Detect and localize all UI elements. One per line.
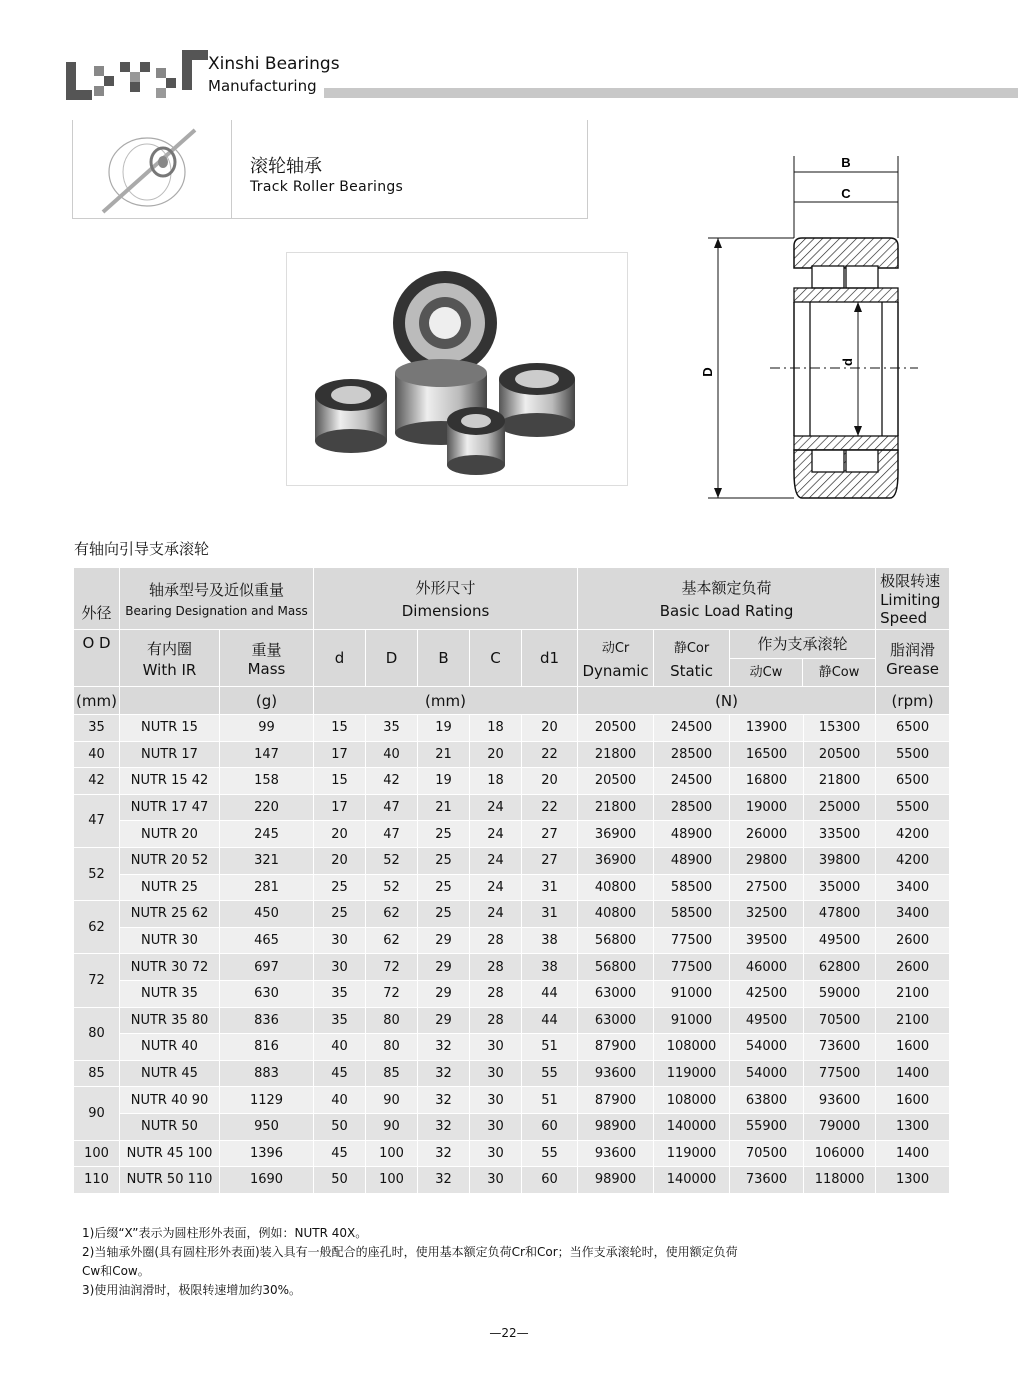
cell-cw: 63800 <box>730 1087 804 1114</box>
cell-speed: 3400 <box>876 901 950 928</box>
cell-D: 42 <box>366 768 418 795</box>
table-row <box>74 1140 950 1167</box>
od-cell: 35 <box>74 715 120 742</box>
footnote: 2)当轴承外圈(具有圆柱形外表面)装入具有一般配合的座孔时，使用基本额定负荷Cr和Cor；当作支承滚轮时，使用额定负荷 <box>82 1245 738 1259</box>
dimension-B-label: B <box>841 155 851 170</box>
cell-cor: 28500 <box>654 741 730 768</box>
brand-name: Xinshi Bearings <box>208 54 340 74</box>
cell-C: 20 <box>470 741 522 768</box>
cell-desig: NUTR 20 <box>120 821 220 848</box>
cell-cw: 39500 <box>730 927 804 954</box>
cell-cr: 93600 <box>578 1140 654 1167</box>
cell-cw: 29800 <box>730 847 804 874</box>
cell-cow: 49500 <box>804 927 876 954</box>
cell-B: 29 <box>418 1007 470 1034</box>
od-cell: 90 <box>74 1087 120 1140</box>
cor-header: 静Cor Static <box>654 630 730 687</box>
cell-cw: 16500 <box>730 741 804 768</box>
cell-desig: NUTR 30 72 <box>120 954 220 981</box>
cell-cow: 106000 <box>804 1140 876 1167</box>
cell-cr: 98900 <box>578 1167 654 1194</box>
cell-cow: 20500 <box>804 741 876 768</box>
col-C-header: C <box>470 630 522 687</box>
cell-cr: 36900 <box>578 847 654 874</box>
cell-d1: 20 <box>522 715 578 742</box>
cell-B: 19 <box>418 715 470 742</box>
cell-d: 30 <box>314 954 366 981</box>
cell-cow: 118000 <box>804 1167 876 1194</box>
cell-cow: 39800 <box>804 847 876 874</box>
cell-desig: NUTR 45 100 <box>120 1140 220 1167</box>
cell-cr: 20500 <box>578 768 654 795</box>
cell-D: 52 <box>366 847 418 874</box>
col-B-header: B <box>418 630 470 687</box>
cell-speed: 1600 <box>876 1087 950 1114</box>
load-rating-header: 基本额定负荷 Basic Load Rating <box>578 568 876 630</box>
bearing-cross-section-diagram <box>690 150 920 510</box>
section-header <box>72 120 588 219</box>
cell-d: 50 <box>314 1113 366 1140</box>
cell-desig: NUTR 30 <box>120 927 220 954</box>
cr-header: 动Cr Dynamic <box>578 630 654 687</box>
od-cell: 80 <box>74 1007 120 1060</box>
roller-bearing-icon <box>73 120 231 218</box>
cell-B: 32 <box>418 1167 470 1194</box>
cell-D: 72 <box>366 980 418 1007</box>
cell-mass: 99 <box>220 715 314 742</box>
cell-cr: 98900 <box>578 1113 654 1140</box>
cell-cow: 25000 <box>804 794 876 821</box>
cell-speed: 4200 <box>876 847 950 874</box>
cell-B: 32 <box>418 1087 470 1114</box>
cell-cor: 91000 <box>654 980 730 1007</box>
cell-d1: 31 <box>522 901 578 928</box>
cell-d1: 44 <box>522 980 578 1007</box>
table-row <box>74 768 950 795</box>
cell-desig: NUTR 40 <box>120 1034 220 1061</box>
cell-cr: 40800 <box>578 901 654 928</box>
section-title-cn: 滚轮轴承 <box>250 156 322 177</box>
cell-mass: 1129 <box>220 1087 314 1114</box>
cell-cr: 93600 <box>578 1060 654 1087</box>
cell-speed: 4200 <box>876 821 950 848</box>
col-D-header: D <box>366 630 418 687</box>
cell-mass: 147 <box>220 741 314 768</box>
cell-C: 24 <box>470 874 522 901</box>
cell-C: 28 <box>470 1007 522 1034</box>
cell-cow: 70500 <box>804 1007 876 1034</box>
cell-C: 28 <box>470 980 522 1007</box>
cell-cor: 58500 <box>654 874 730 901</box>
table-row <box>74 1034 950 1061</box>
table-row <box>74 821 950 848</box>
cell-d: 15 <box>314 768 366 795</box>
cell-desig: NUTR 20 52 <box>120 847 220 874</box>
cell-D: 80 <box>366 1034 418 1061</box>
cell-D: 72 <box>366 954 418 981</box>
cell-cor: 28500 <box>654 794 730 821</box>
cell-mass: 158 <box>220 768 314 795</box>
cell-desig: NUTR 40 90 <box>120 1087 220 1114</box>
cell-B: 25 <box>418 847 470 874</box>
dimensions-unit: (mm) <box>314 687 578 715</box>
cell-d: 17 <box>314 741 366 768</box>
od-cell: 47 <box>74 794 120 847</box>
cell-cow: 35000 <box>804 874 876 901</box>
od-cell: 40 <box>74 741 120 768</box>
dimension-d-label: d <box>840 358 855 366</box>
footnotes <box>82 1224 738 1300</box>
cell-C: 30 <box>470 1113 522 1140</box>
cell-speed: 1400 <box>876 1140 950 1167</box>
od-cell: 72 <box>74 954 120 1007</box>
od-cell: 62 <box>74 901 120 954</box>
cell-d1: 51 <box>522 1087 578 1114</box>
cell-desig: NUTR 35 <box>120 980 220 1007</box>
cell-mass: 697 <box>220 954 314 981</box>
cell-cr: 87900 <box>578 1034 654 1061</box>
cell-cr: 21800 <box>578 741 654 768</box>
cell-D: 47 <box>366 794 418 821</box>
cell-B: 29 <box>418 954 470 981</box>
table-row <box>74 794 950 821</box>
cell-cw: 54000 <box>730 1060 804 1087</box>
cell-d: 25 <box>314 874 366 901</box>
cell-cor: 108000 <box>654 1034 730 1061</box>
cell-mass: 883 <box>220 1060 314 1087</box>
cell-D: 85 <box>366 1060 418 1087</box>
cell-desig: NUTR 45 <box>120 1060 220 1087</box>
cell-speed: 6500 <box>876 768 950 795</box>
with-ir-header: 有内圈 With IR <box>120 630 220 687</box>
cell-cw: 42500 <box>730 980 804 1007</box>
cell-D: 62 <box>366 901 418 928</box>
brand-subtitle: Manufacturing <box>208 77 317 95</box>
cell-desig: NUTR 50 <box>120 1113 220 1140</box>
dimension-D-label: D <box>700 367 715 377</box>
cell-C: 24 <box>470 821 522 848</box>
cell-cor: 48900 <box>654 847 730 874</box>
cell-d: 17 <box>314 794 366 821</box>
cell-mass: 450 <box>220 901 314 928</box>
cell-mass: 321 <box>220 847 314 874</box>
cell-speed: 2600 <box>876 927 950 954</box>
cell-C: 30 <box>470 1060 522 1087</box>
cell-desig: NUTR 15 42 <box>120 768 220 795</box>
cell-D: 52 <box>366 874 418 901</box>
cell-cw: 32500 <box>730 901 804 928</box>
support-roller-header: 作为支承滚轮 动Cw 静Cow <box>730 630 876 687</box>
cell-d1: 20 <box>522 768 578 795</box>
cell-mass: 245 <box>220 821 314 848</box>
cell-cor: 77500 <box>654 927 730 954</box>
cell-C: 30 <box>470 1167 522 1194</box>
cell-cw: 13900 <box>730 715 804 742</box>
cell-d: 15 <box>314 715 366 742</box>
footnote: Cw和Cow。 <box>82 1264 150 1278</box>
cell-cor: 140000 <box>654 1113 730 1140</box>
footnote: 1)后缀“X”表示为圆柱形外表面，例如：NUTR 40X。 <box>82 1226 368 1240</box>
cell-cow: 47800 <box>804 901 876 928</box>
cell-C: 24 <box>470 794 522 821</box>
cell-cr: 20500 <box>578 715 654 742</box>
section-icon-cell <box>72 120 232 218</box>
cell-desig: NUTR 25 <box>120 874 220 901</box>
cell-d: 20 <box>314 847 366 874</box>
cell-B: 32 <box>418 1140 470 1167</box>
cell-speed: 5500 <box>876 794 950 821</box>
cell-cw: 26000 <box>730 821 804 848</box>
cell-mass: 836 <box>220 1007 314 1034</box>
cell-d: 35 <box>314 980 366 1007</box>
cell-desig: NUTR 35 80 <box>120 1007 220 1034</box>
cell-cr: 63000 <box>578 980 654 1007</box>
dimensions-header: 外形尺寸 Dimensions <box>314 568 578 630</box>
cell-d: 50 <box>314 1167 366 1194</box>
cell-d: 40 <box>314 1034 366 1061</box>
cell-cw: 54000 <box>730 1034 804 1061</box>
cell-D: 100 <box>366 1167 418 1194</box>
cell-cr: 87900 <box>578 1087 654 1114</box>
od-cell: 85 <box>74 1060 120 1087</box>
cell-B: 19 <box>418 768 470 795</box>
product-photo <box>286 252 628 486</box>
table-row <box>74 954 950 981</box>
cell-mass: 281 <box>220 874 314 901</box>
cell-d: 35 <box>314 1007 366 1034</box>
table-row <box>74 980 950 1007</box>
cell-mass: 950 <box>220 1113 314 1140</box>
cw-header: 动Cw <box>730 659 803 686</box>
cell-B: 32 <box>418 1034 470 1061</box>
cell-cor: 119000 <box>654 1060 730 1087</box>
cell-cor: 48900 <box>654 821 730 848</box>
cell-d1: 22 <box>522 741 578 768</box>
cell-D: 90 <box>366 1087 418 1114</box>
table-body <box>74 715 950 1194</box>
mass-unit: (g) <box>220 687 314 715</box>
dimension-C-label: C <box>841 186 851 201</box>
cell-speed: 1300 <box>876 1167 950 1194</box>
bearing-spec-table <box>73 567 950 1194</box>
cell-d1: 44 <box>522 1007 578 1034</box>
cell-mass: 816 <box>220 1034 314 1061</box>
cell-speed: 3400 <box>876 874 950 901</box>
cell-cow: 33500 <box>804 821 876 848</box>
cell-C: 28 <box>470 954 522 981</box>
table-title: 有轴向引导支承滚轮 <box>74 540 210 558</box>
cell-C: 28 <box>470 927 522 954</box>
cell-C: 24 <box>470 847 522 874</box>
cell-C: 18 <box>470 715 522 742</box>
cell-cow: 93600 <box>804 1087 876 1114</box>
cell-d1: 51 <box>522 1034 578 1061</box>
cell-C: 30 <box>470 1140 522 1167</box>
page-number: —22— <box>489 1326 529 1340</box>
cell-cor: 24500 <box>654 768 730 795</box>
cell-D: 47 <box>366 821 418 848</box>
cell-D: 35 <box>366 715 418 742</box>
cell-cr: 40800 <box>578 874 654 901</box>
cell-d: 45 <box>314 1140 366 1167</box>
cell-speed: 2100 <box>876 1007 950 1034</box>
table-row <box>74 715 950 742</box>
od-cell: 110 <box>74 1167 120 1194</box>
cell-cow: 59000 <box>804 980 876 1007</box>
table-row <box>74 927 950 954</box>
speed-unit: (rpm) <box>876 687 950 715</box>
cell-speed: 6500 <box>876 715 950 742</box>
cell-cr: 36900 <box>578 821 654 848</box>
table-row <box>74 847 950 874</box>
cell-cw: 46000 <box>730 954 804 981</box>
cell-cor: 91000 <box>654 1007 730 1034</box>
company-logo <box>64 48 214 108</box>
cell-cow: 73600 <box>804 1034 876 1061</box>
cell-B: 21 <box>418 741 470 768</box>
designation-header: 轴承型号及近似重量 Bearing Designation and Mass <box>120 568 314 630</box>
load-unit: (N) <box>578 687 876 715</box>
cell-D: 62 <box>366 927 418 954</box>
cell-B: 25 <box>418 874 470 901</box>
table-row <box>74 1113 950 1140</box>
cell-cw: 16800 <box>730 768 804 795</box>
cell-B: 25 <box>418 821 470 848</box>
cell-cor: 108000 <box>654 1087 730 1114</box>
cell-cr: 56800 <box>578 927 654 954</box>
table-row <box>74 874 950 901</box>
cell-D: 40 <box>366 741 418 768</box>
section-title-en: Track Roller Bearings <box>250 179 404 195</box>
od-cell: 52 <box>74 847 120 900</box>
cell-desig: NUTR 50 110 <box>120 1167 220 1194</box>
table-row <box>74 1007 950 1034</box>
cell-C: 18 <box>470 768 522 795</box>
cell-cor: 119000 <box>654 1140 730 1167</box>
cell-speed: 1300 <box>876 1113 950 1140</box>
cell-speed: 2600 <box>876 954 950 981</box>
cell-desig: NUTR 25 62 <box>120 901 220 928</box>
cell-d1: 60 <box>522 1113 578 1140</box>
cell-cow: 21800 <box>804 768 876 795</box>
cell-cw: 73600 <box>730 1167 804 1194</box>
cell-B: 25 <box>418 901 470 928</box>
cell-D: 90 <box>366 1113 418 1140</box>
bearings-photo-illustration <box>287 253 627 485</box>
cell-cr: 56800 <box>578 954 654 981</box>
cell-speed: 2100 <box>876 980 950 1007</box>
cell-d: 20 <box>314 821 366 848</box>
cell-cw: 27500 <box>730 874 804 901</box>
mass-header: 重量 Mass <box>220 630 314 687</box>
header-bar <box>324 88 1018 98</box>
cell-d: 45 <box>314 1060 366 1087</box>
cell-cor: 77500 <box>654 954 730 981</box>
cell-d1: 27 <box>522 847 578 874</box>
cell-mass: 630 <box>220 980 314 1007</box>
cell-mass: 220 <box>220 794 314 821</box>
cell-desig: NUTR 15 <box>120 715 220 742</box>
cell-mass: 1396 <box>220 1140 314 1167</box>
cell-cw: 55900 <box>730 1113 804 1140</box>
cell-d1: 22 <box>522 794 578 821</box>
cell-B: 29 <box>418 980 470 1007</box>
cell-B: 32 <box>418 1113 470 1140</box>
cell-cw: 19000 <box>730 794 804 821</box>
od-unit: (mm) <box>74 687 120 715</box>
od-cell: 100 <box>74 1140 120 1167</box>
cell-D: 80 <box>366 1007 418 1034</box>
col-d-header: d <box>314 630 366 687</box>
cell-C: 30 <box>470 1034 522 1061</box>
cell-C: 30 <box>470 1087 522 1114</box>
cell-d: 30 <box>314 927 366 954</box>
cell-speed: 1400 <box>876 1060 950 1087</box>
cell-cr: 63000 <box>578 1007 654 1034</box>
cell-mass: 1690 <box>220 1167 314 1194</box>
cow-header: 静Cow <box>818 665 860 680</box>
cell-d1: 60 <box>522 1167 578 1194</box>
cell-cow: 79000 <box>804 1113 876 1140</box>
cell-d: 25 <box>314 901 366 928</box>
cell-d1: 38 <box>522 927 578 954</box>
cell-D: 100 <box>366 1140 418 1167</box>
cell-speed: 1600 <box>876 1034 950 1061</box>
cell-cow: 15300 <box>804 715 876 742</box>
footnote: 3)使用油润滑时，极限转速增加约30%。 <box>82 1283 301 1297</box>
od-header-cn: 外径 <box>74 568 120 630</box>
cell-cr: 21800 <box>578 794 654 821</box>
table-row <box>74 741 950 768</box>
table-row <box>74 1060 950 1087</box>
cell-d1: 31 <box>522 874 578 901</box>
cell-B: 29 <box>418 927 470 954</box>
col-d1-header: d1 <box>522 630 578 687</box>
cell-d: 40 <box>314 1087 366 1114</box>
cell-B: 21 <box>418 794 470 821</box>
table-row <box>74 901 950 928</box>
cell-cw: 49500 <box>730 1007 804 1034</box>
cell-cor: 140000 <box>654 1167 730 1194</box>
grease-header: 脂润滑 Grease <box>876 630 950 687</box>
cell-speed: 5500 <box>876 741 950 768</box>
cell-desig: NUTR 17 47 <box>120 794 220 821</box>
od-cell: 42 <box>74 768 120 795</box>
table-row <box>74 1167 950 1194</box>
cell-cor: 24500 <box>654 715 730 742</box>
cell-cor: 58500 <box>654 901 730 928</box>
cell-d1: 55 <box>522 1060 578 1087</box>
cell-B: 32 <box>418 1060 470 1087</box>
cell-d1: 38 <box>522 954 578 981</box>
table-row <box>74 1087 950 1114</box>
cell-cow: 77500 <box>804 1060 876 1087</box>
speed-header: 极限转速 Limiting Speed <box>876 568 950 630</box>
cell-cw: 70500 <box>730 1140 804 1167</box>
cell-d1: 55 <box>522 1140 578 1167</box>
cell-cow: 62800 <box>804 954 876 981</box>
cell-desig: NUTR 17 <box>120 741 220 768</box>
od-header-en: O D <box>74 630 120 687</box>
cell-d1: 27 <box>522 821 578 848</box>
cell-mass: 465 <box>220 927 314 954</box>
cell-C: 24 <box>470 901 522 928</box>
